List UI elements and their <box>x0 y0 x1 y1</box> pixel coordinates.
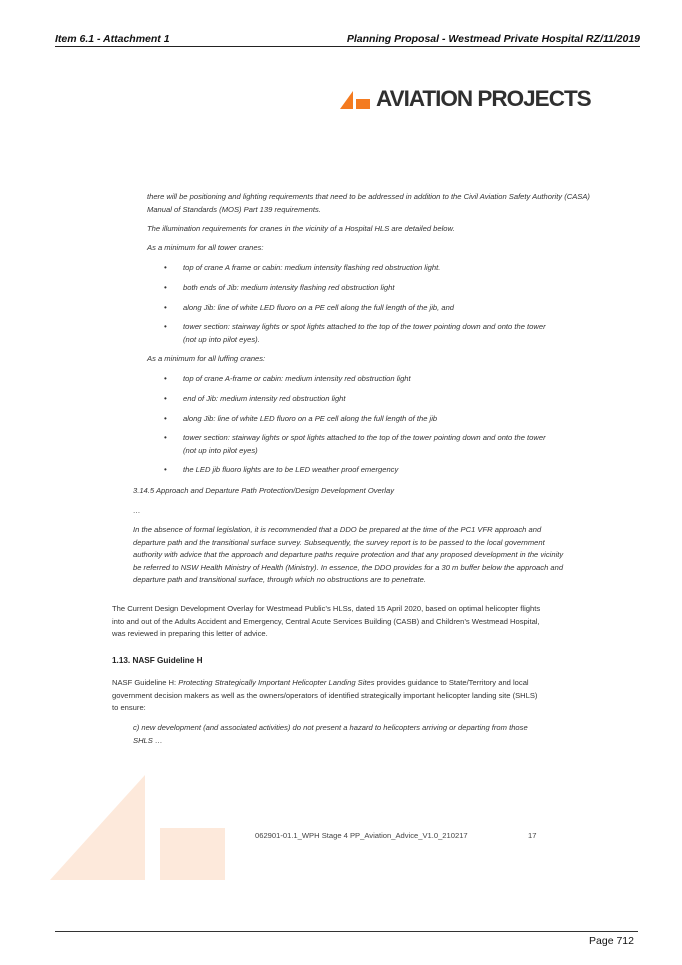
paragraph-lighting-intro: there will be positioning and lighting requirements that need to be addressed in addition to the Civil Aviation Safety Authority (CASA) Manual of Standards (MOS) Part 139 requirements. <box>147 192 590 214</box>
ellipsis: … <box>133 506 141 515</box>
bullet-icon: • <box>164 374 167 383</box>
list-item-text: the LED jib fluoro lights are to be LED weather proof emergency <box>183 465 399 474</box>
list-item <box>164 464 553 477</box>
bullet-icon: • <box>164 263 167 272</box>
logo-mark-icon <box>340 89 374 109</box>
list-item <box>164 432 553 457</box>
logo-text: AVIATION PROJECTS <box>376 86 591 111</box>
bullet-icon: • <box>164 303 167 312</box>
nasf-lead: NASF Guideline H: <box>112 678 179 687</box>
list-item <box>164 262 553 275</box>
list-item <box>164 393 553 406</box>
header-proposal-title: Planning Proposal - Westmead Private Hospital RZ/11/2019 <box>346 33 640 45</box>
list-item-text: along Jib: line of white LED fluoro on a PE cell along the full length of the jib <box>183 414 438 423</box>
logo-watermark-icon <box>50 770 230 885</box>
list-item <box>164 282 553 295</box>
footer-divider <box>55 931 638 932</box>
bullet-icon: • <box>164 414 167 423</box>
list-item <box>164 321 553 346</box>
list-item <box>164 373 553 386</box>
document-page-number: 17 <box>528 831 537 840</box>
paragraph-ddo: In the absence of formal legislation, it is recommended that a DDO be prepared at the time of the PC1 VFR approach and departure path and the transitional surface survey. Subsequently, the survey report is to be passed to the local government authority with advice that the approach and departure paths require protection and that any proposed development in the vicinity be referred to NSW Health Ministry of Health (Ministry). In essence, the DDO provides for a 30 m buffer below the approach and departure path and transitional surface, through which no obstructions are to penetrate. <box>133 525 564 585</box>
paragraph-illumination: The illumination requirements for cranes in the vicinity of a Hospital HLS are detailed below. <box>147 224 455 233</box>
bullet-icon: • <box>164 465 167 474</box>
list-item-text: both ends of Jib: medium intensity flashing red obstruction light <box>183 283 395 292</box>
list-item-text: top of crane A-frame or cabin: medium intensity red obstruction light <box>183 374 411 383</box>
document-id: 062901-01.1_WPH Stage 4 PP_Aviation_Advice_V1.0_210217 <box>255 831 468 840</box>
paragraph-luffing-cranes: As a minimum for all luffing cranes: <box>147 354 266 363</box>
page-header <box>55 33 640 47</box>
page-number: Page 712 <box>589 935 634 947</box>
paragraph-quote: c) new development (and associated activities) do not present a hazard to helicopters arriving or departing from those SHLS … <box>133 723 528 745</box>
nasf-rest: provides guidance to State/Territory and local government decision makers as well as the owners/operators of identified strategically important helicopter landing site (SHLS) to ensure: <box>112 678 538 713</box>
bullet-icon: • <box>164 433 167 442</box>
section-reference: 3.14.5 Approach and Departure Path Protection/Design Development Overlay <box>133 486 395 495</box>
list-item-text: top of crane A frame or cabin: medium intensity flashing red obstruction light. <box>183 263 441 272</box>
list-item-text: end of Jib: medium intensity red obstruction light <box>183 394 346 403</box>
header-attachment: Item 6.1 - Attachment 1 <box>55 33 170 45</box>
paragraph-nasf <box>112 677 544 715</box>
list-item-text: along Jib: line of white LED fluoro on a PE cell along the full length of the jib, and <box>183 303 455 312</box>
list-item <box>164 302 553 315</box>
list-item-text: tower section: stairway lights or spot lights attached to the top of the tower pointing down and onto the tower (not up into pilot eyes) <box>183 433 546 455</box>
list-item <box>164 413 553 426</box>
paragraph-design-overlay: The Current Design Development Overlay for Westmead Public’s HLSs, dated 15 April 2020, based on optimal helicopter flights into and out of the Adults Accident and Emergency, Central Acute Services Building (CASB) and Children’s Westmead Hospital, was reviewed in preparing this letter of advice. <box>112 604 541 639</box>
bullet-icon: • <box>164 394 167 403</box>
nasf-title: Protecting Strategically Important Helicopter Landing Sites <box>178 678 375 687</box>
section-heading: 1.13. NASF Guideline H <box>112 656 203 665</box>
list-item-text: tower section: stairway lights or spot lights attached to the top of the tower pointing down and onto the tower (not up into pilot eyes). <box>183 322 546 344</box>
bullet-icon: • <box>164 322 167 331</box>
paragraph-tower-cranes: As a minimum for all tower cranes: <box>147 243 264 252</box>
bullet-icon: • <box>164 283 167 292</box>
